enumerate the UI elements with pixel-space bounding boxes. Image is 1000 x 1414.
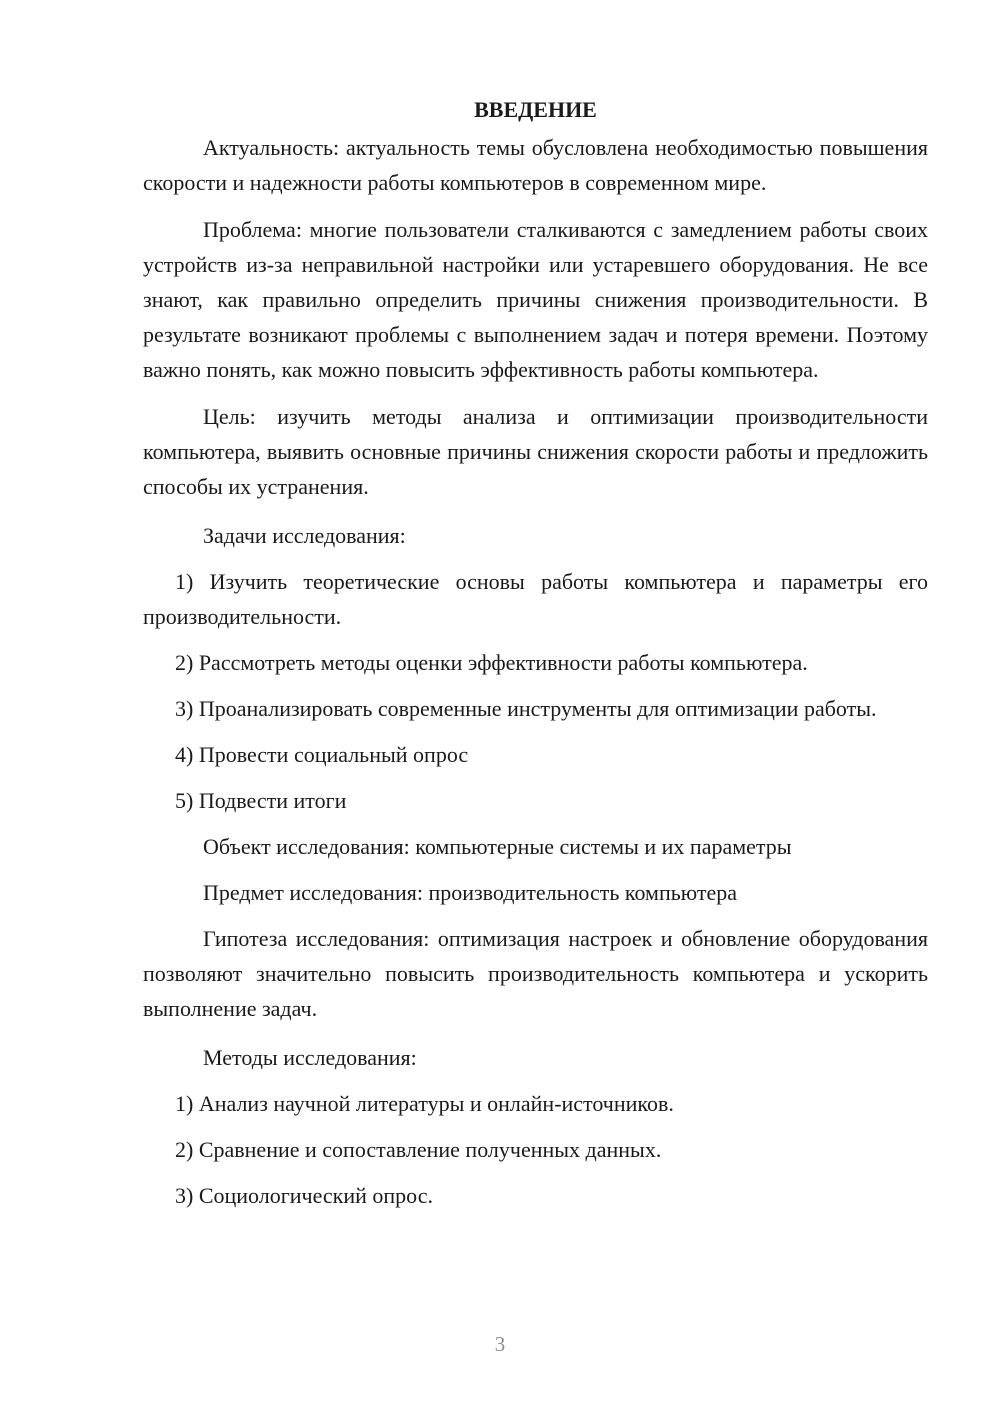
task-item: 1) Изучить теоретические основы работы компьютера и параметры его производительности. [143, 569, 928, 629]
paragraph-problem: Проблема: многие пользователи сталкиваются с замедлением работы своих устройств из-за неправильной настройки или устаревшего оборудования. Не все знают, как правильно определить причины снижения производительности. В результате возникают проблемы с выполнением задач и потеря времени. Поэтому важно понять, как можно повысить эффективность работы компьютера. [143, 217, 928, 382]
tasks-heading: Задачи исследования: [203, 523, 406, 548]
task-item: 3) Проанализировать современные инструменты для оптимизации работы. [175, 696, 877, 721]
page-number: 3 [494, 1332, 506, 1356]
method-item: 1) Анализ научной литературы и онлайн-источников. [175, 1091, 674, 1116]
task-item: 4) Провести социальный опрос [175, 742, 469, 767]
research-subject: Предмет исследования: производительность компьютера [203, 880, 738, 905]
research-object: Объект исследования: компьютерные системы и их параметры [203, 834, 792, 859]
research-hypothesis: Гипотеза исследования: оптимизация настроек и обновление оборудования позволяют значительно повысить производительность компьютера и ускорить выполнение задач. [143, 926, 928, 1021]
paragraph-goal: Цель: изучить методы анализа и оптимизации производительности компьютера, выявить основные причины снижения скорости работы и предложить способы их устранения. [143, 404, 928, 499]
paragraph-relevance: Актуальность: актуальность темы обусловлена необходимостью повышения скорости и надежности работы компьютеров в современном мире. [143, 135, 928, 195]
task-item: 5) Подвести итоги [175, 788, 347, 813]
method-item: 3) Социологический опрос. [175, 1183, 433, 1208]
document-body [143, 92, 928, 1213]
methods-heading: Методы исследования: [203, 1045, 417, 1070]
page-title: ВВЕДЕНИЕ [474, 97, 597, 122]
task-item: 2) Рассмотреть методы оценки эффективности работы компьютера. [175, 650, 808, 675]
method-item: 2) Сравнение и сопоставление полученных данных. [175, 1137, 662, 1162]
